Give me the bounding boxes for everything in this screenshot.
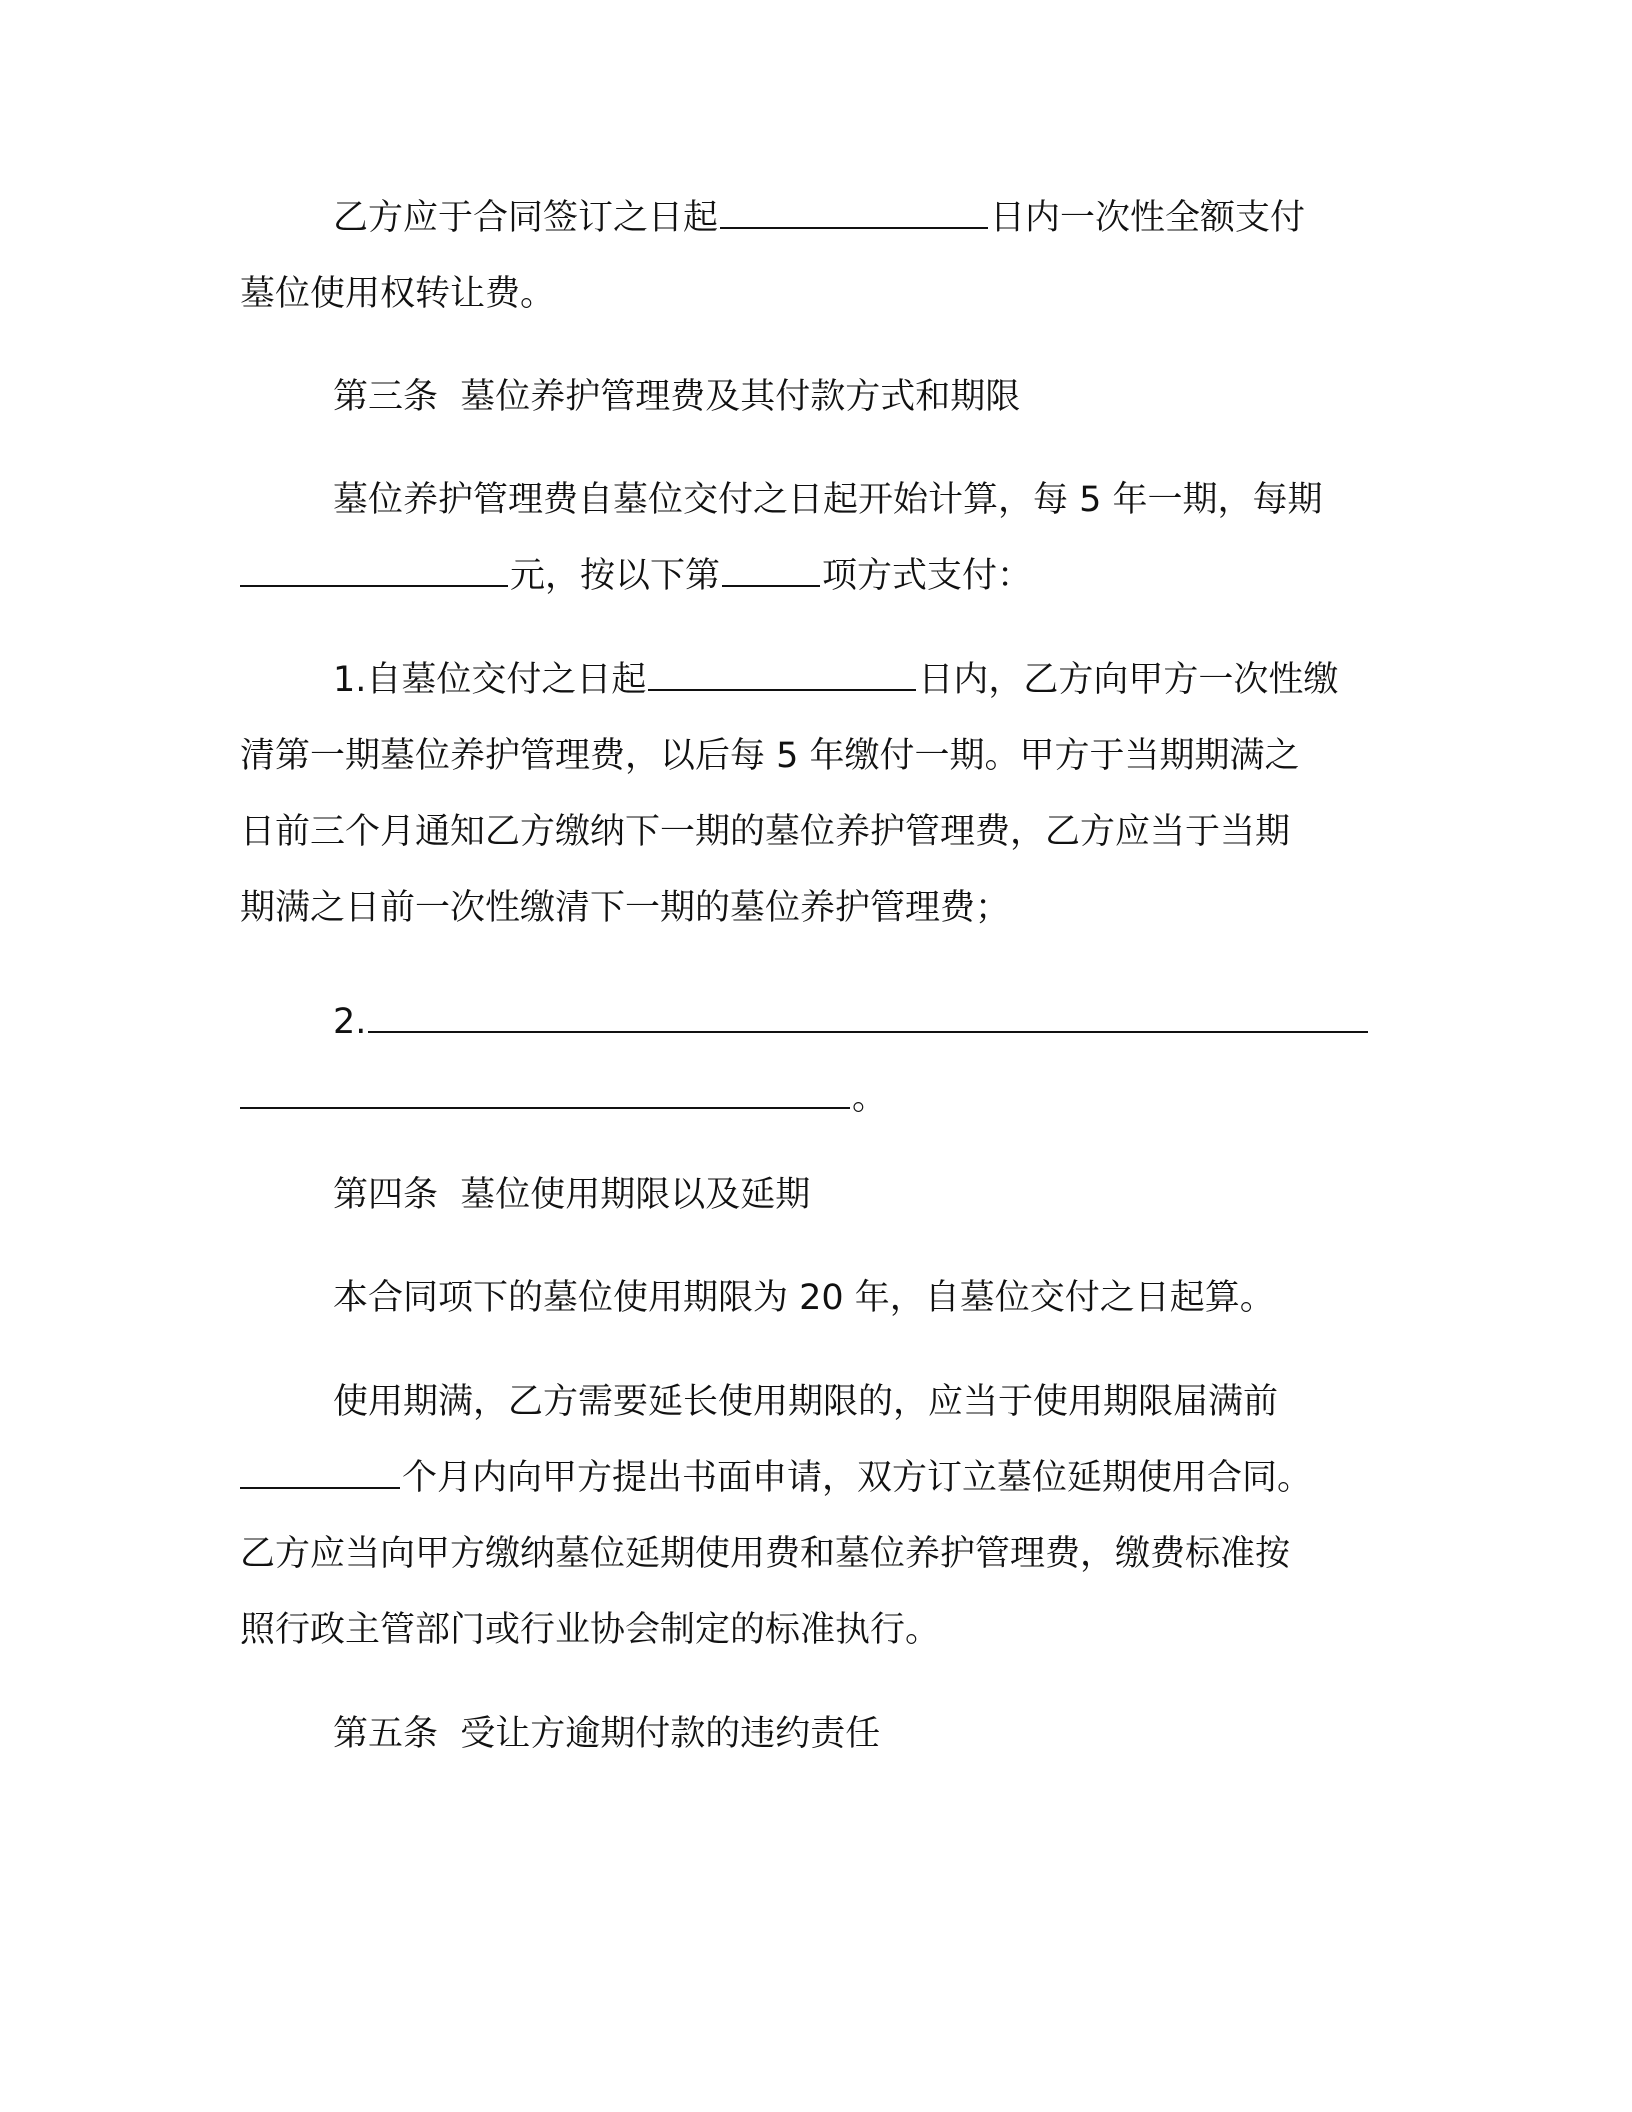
- article-5-title: 第五条 受让方逾期付款的违约责任: [333, 1714, 881, 1754]
- paragraph-payment-line-2: 墓位使用权转让费。: [240, 274, 556, 314]
- item-1-line-1: [333, 656, 1338, 704]
- paragraph-maintenance-fee-line-1: 墓位养护管理费自墓位交付之日起开始计算，每 5 年一期，每期: [333, 480, 1323, 520]
- item-2-line-2: [240, 1074, 887, 1122]
- paragraph-usage-term: 本合同项下的墓位使用期限为 20 年，自墓位交付之日起算。: [333, 1278, 1275, 1318]
- fill-in-blank-amount: [240, 555, 508, 587]
- text-segment: 乙方应于合同签订之日起: [333, 198, 719, 238]
- text-segment: 项方式支付：: [822, 556, 1033, 596]
- text-segment: 日内一次性全额支付: [990, 198, 1306, 238]
- item-2-line-1: [333, 998, 1370, 1046]
- fill-in-blank-months: [240, 1457, 400, 1489]
- paragraph-extension-line-1: 使用期满，乙方需要延长使用期限的，应当于使用期限届满前: [333, 1382, 1279, 1422]
- item-1-line-4: 期满之日前一次性缴清下一期的墓位养护管理费；: [240, 888, 1011, 928]
- paragraph-maintenance-fee-line-2: [240, 552, 1032, 600]
- text-segment: 。: [852, 1078, 888, 1118]
- article-4-title: 第四条 墓位使用期限以及延期: [333, 1175, 811, 1215]
- paragraph-payment-line-1: [333, 194, 1305, 242]
- article-3-title: 第三条 墓位养护管理费及其付款方式和期限: [333, 377, 1021, 417]
- fill-in-blank-days: [720, 197, 988, 229]
- text-segment: 2.: [333, 1002, 367, 1042]
- paragraph-extension-line-2: [240, 1454, 1312, 1502]
- fill-in-blank-option: [722, 555, 820, 587]
- fill-in-blank-days: [648, 659, 916, 691]
- paragraph-extension-line-4: 照行政主管部门或行业协会制定的标准执行。: [240, 1610, 941, 1650]
- fill-in-blank-long: [368, 1001, 1368, 1033]
- item-1-line-3: 日前三个月通知乙方缴纳下一期的墓位养护管理费，乙方应当于当期: [240, 812, 1291, 852]
- paragraph-extension-line-3: 乙方应当向甲方缴纳墓位延期使用费和墓位养护管理费，缴费标准按: [240, 1534, 1291, 1574]
- item-1-line-2: 清第一期墓位养护管理费，以后每 5 年缴付一期。甲方于当期期满之: [240, 736, 1300, 776]
- fill-in-blank-long: [240, 1077, 850, 1109]
- text-segment: 1.自墓位交付之日起: [333, 660, 647, 700]
- text-segment: 日内，乙方向甲方一次性缴: [918, 660, 1339, 700]
- text-segment: 个月内向甲方提出书面申请，双方订立墓位延期使用合同。: [402, 1458, 1313, 1498]
- text-segment: 元，按以下第: [510, 556, 721, 596]
